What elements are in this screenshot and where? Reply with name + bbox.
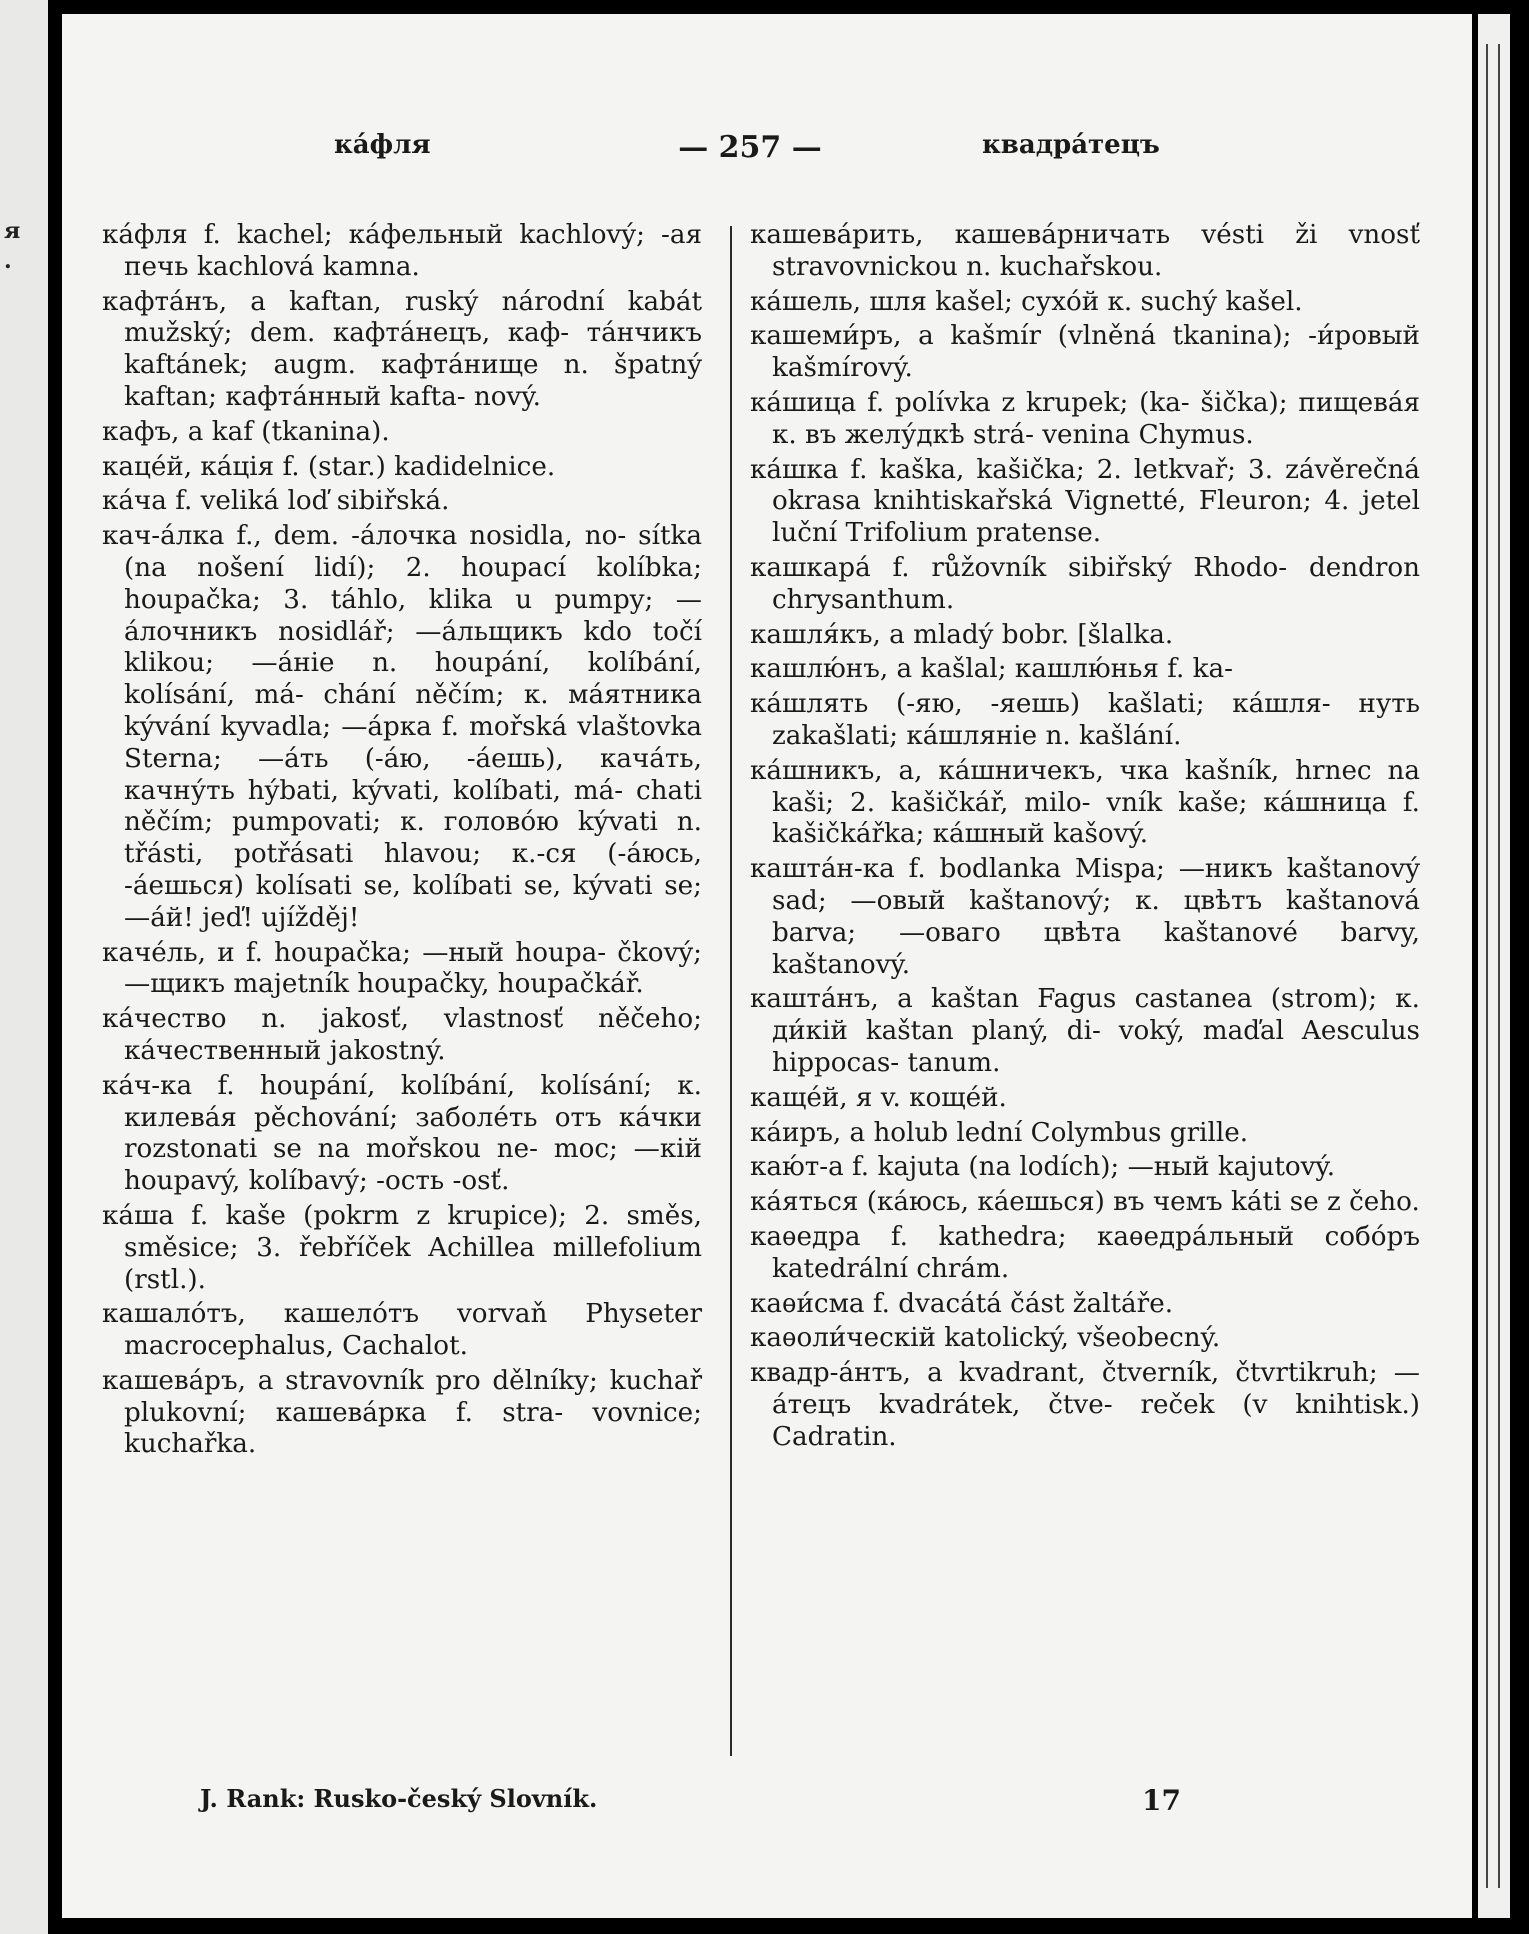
entry-line: качну́ть hýbati, kývati, kolíbati, má- [124,775,624,806]
entry-line: кашева́ръ, a stravovník pro dělníky; [102,1365,598,1396]
entry-line: kajutový. [1217,1152,1336,1183]
entry-line: кашало́тъ, кашело́тъ vorvaň Physeter [102,1299,702,1330]
entry-line: Sterna; —а́ть (-а́ю, -а́ешь), кача́ть, [124,743,702,774]
entry-line: каце́й, ка́ція f. (star.) kadidelnice. [102,451,556,482]
dictionary-entry [750,1289,1420,1321]
entry-line: millefolium (rstl.). [124,1232,702,1295]
column-divider [730,226,732,1756]
entry-line: ка́шка f. kaška, kašička; 2. letkvař; [750,454,1236,485]
adjacent-page-fragment: . [4,248,12,274]
entry-line: кашеми́ръ, a kašmír (vlněná tkanina); [750,321,1292,352]
dictionary-entry [750,756,1420,851]
entry-line: houpačkář. [497,969,644,1000]
running-head [62,130,1472,180]
entry-line: voký, maďal Aesculus hippocas- [772,1016,1420,1078]
entry-line: кач-а́лка f., dem. -а́лочка nosidla, no- [102,521,627,552]
dictionary-entry [750,321,1420,385]
entry-line: кафта́нъ, a kaftan, ruský národní [102,286,605,317]
dictionary-entry [750,654,1420,686]
entry-line: vovnice; kuchařka. [124,1397,703,1460]
entry-line: каѳоли́ческій katolický, všeobecný. [750,1323,1221,1354]
entry-line: цвѣта kaštanové barvy, kaštanový. [772,917,1421,980]
entry-line: Vignetté, Fleuron; 4. jetel luční [772,486,1420,549]
entry-line: кашлю́нъ, a kašlal; кашлю́нья f. ka- [750,654,1233,685]
entry-line: u pumpy; —а́лочникъ nosidlář; [124,584,702,647]
entry-line: kabát mužský; dem. кафта́нецъ, каф- [124,286,702,349]
dictionary-entry [750,1187,1420,1219]
entry-line: čkový; —щикъ majetník houpačky, [124,937,702,1000]
dictionary-entry [102,1299,702,1363]
entry-line: кашля́къ, a mladý bobr. [šlalka. [750,619,1174,650]
entry-line: -и́ровый kašmírový. [772,321,1420,384]
dictionary-entry [750,1118,1420,1150]
dictionary-entry [750,689,1420,753]
dictionary-entry [102,220,702,284]
signature-number: 17 [1142,1784,1181,1817]
entry-line: macrocephalus, Cachalot. [124,1331,468,1362]
dictionary-entry [750,220,1420,284]
entry-line: kolíbka; houpačka; 3. táhlo, klika [124,552,702,615]
dictionary-entry [102,1071,702,1198]
dictionary-entry [750,1323,1420,1355]
dictionary-entry [750,287,1420,319]
entry-line: kaštanový sad; —овый kaštanový; [772,854,1421,916]
dictionary-entry [102,417,702,449]
entry-line: ка́фля f. kachel; ка́фельный kachlový; [102,220,645,250]
header-last-word: квадра́тецъ [982,130,1160,160]
entry-line: кашта́нъ, a kaštan Fagus castanea [750,984,1253,1015]
entry-line: ка́шникъ, a, ка́шничекъ, чка kašník, [750,755,1280,786]
entry-line: ка́шель, шля kašel; сухо́й к. suchý [750,286,1218,317]
dictionary-entry [750,1222,1420,1286]
entry-line: ка́ша f. kaše (pokrm z krupice); 2. [102,1200,610,1231]
entry-line: каще́й, я v. коще́й. [750,1082,1007,1113]
entry-line: reček (v knihtisk.) Cadratin. [772,1389,1421,1452]
entry-line: кашкара́ f. růžovník sibiřský Rhodo- [750,552,1288,583]
entry-line: ujížděj! [261,902,360,933]
dictionary-entry [102,452,702,484]
entry-line: та́нчикъ kaftánek; augm. кафта́нище [124,318,702,381]
entry-line: chati něčím; pumpovati; к. голово́ю [124,775,702,838]
entry-line: -ость -osť. [376,1166,510,1197]
entry-line: kývati n. třásti, potřásati hlavou; [124,807,703,870]
entry-line: Trifolium pratense. [845,518,1102,549]
page-number: — 257 — [678,130,822,165]
entry-line: šička); пищева́я к. въ желу́дкѣ strá- [772,387,1420,450]
entry-line: 3. závěrečná okrasa knihtiskařská [772,454,1420,517]
entry-line: kuchař plukovní; кашева́рка f. stra- [124,1365,703,1428]
page-edge [1478,14,1510,1918]
dictionary-entry [102,1004,702,1068]
entry-line: кафъ, a kaf (tkanina). [102,416,390,447]
entry-line: к. килева́я pěchování; заболе́ть отъ [124,1070,702,1133]
entry-line: dendron chrysanthum. [772,552,1420,615]
adjacent-page-fragment: я [4,218,21,244]
entry-line: ка́яться (ка́юсь, ка́ешься) въ чемъ [750,1187,1223,1218]
entry-line: нуть zakašlati; ка́шляніе n. kašlání. [772,689,1420,751]
signature-line: J. Rank: Rusko-český Slovník. [200,1784,598,1813]
dictionary-entry [750,1152,1420,1184]
entry-line: ка́шный kašový. [932,819,1149,850]
entry-line: moc; —кій houpavý, kolíbavý; [124,1134,703,1197]
dictionary-entry [750,620,1420,652]
entry-line: ка́шлять (-яю, -яешь) kašlati; ка́шля- [750,689,1331,720]
entry-line: káti se z čeho. [1231,1187,1420,1218]
entry-line: ка́иръ, a holub lední Colymbus grille. [750,1117,1249,1148]
entry-line: chání něčím; к. ма́ятника kývání [124,680,703,742]
entry-line: ка́чественный jakostný. [124,1035,446,1066]
entry-line: —а́льщикъ kdo točí klikou; —а́ніе [124,616,702,679]
entry-line: ка́ча f. veliká loď sibiřská. [102,486,450,517]
dictionary-entry [102,486,702,518]
dictionary-entry [102,1201,702,1296]
dictionary-entry [102,287,702,414]
entry-line: kašel. [1225,286,1303,317]
edge-line [1498,44,1500,1888]
entry-line: ка́ч-ка f. houpání, kolíbání, kolísání; [102,1070,652,1101]
entry-line: čtvrtikruh; —а́тецъ kvadrátek, čtve- [772,1358,1420,1420]
dictionary-page [62,14,1472,1918]
header-first-word: ка́фля [334,130,431,160]
entry-line: каѳи́сма f. dvacátá část žaltáře. [750,1288,1174,1319]
entry-line: kolíbati se, kývati se; —а́й! jeď! [124,870,703,933]
entry-line: ка́чество n. jakosť, vlastnosť něčeho; [102,1004,702,1035]
entry-line: n. špatný kaftan; кафта́нный kafta- [124,350,703,412]
adjacent-page-strip [0,0,48,1934]
dictionary-entry [102,1366,702,1461]
dictionary-entry [750,984,1420,1079]
entry-line: ка́шица f. polívka z krupek; (ka- [750,387,1190,418]
dictionary-entry [102,521,702,934]
entry-line: -ая печь kachlová kamna. [124,220,702,282]
dictionary-entry [750,854,1420,981]
dictionary-entry [750,1358,1420,1453]
edge-line [1486,44,1488,1888]
entry-line: каю́т-а f. kajuta (na lodích); —ный [750,1152,1210,1183]
entry-line: собо́ръ katedrální chrám. [772,1221,1420,1284]
entry-line: квадр-а́нтъ, a kvadrant, čtverník, [750,1358,1220,1389]
entry-line: venina Chymus. [1042,419,1254,450]
entry-line: tanum. [907,1047,1001,1078]
right-column [750,220,1420,1456]
dictionary-entry [750,1083,1420,1115]
dictionary-entry [750,455,1420,550]
left-column [102,220,702,1464]
entry-line: sítka (na nošení lidí); 2. houpací [124,521,702,583]
entry-line: (strom); к. ди́кій kaštan planý, di- [772,984,1420,1047]
entry-line: каѳедра f. kathedra; каѳедра́льный [750,1221,1295,1252]
entry-line: n. houpání, kolíbání, kolísání, má- [124,648,702,711]
entry-line: vnosť stravovnickou n. kuchařskou. [772,220,1421,282]
dictionary-entry [102,938,702,1002]
entry-line: nový. [473,381,541,412]
entry-line: ка́чки rozstonati se na mořskou ne- [124,1102,702,1165]
entry-line: vník kaše; ка́шница f. kašičkářka; [772,787,1421,850]
entry-line: hrnec na kaši; 2. kašičkář, milo- [772,755,1421,818]
entry-line: каче́ль, и f. houpačka; —ный houpa- [102,937,607,968]
entry-line: к. цвѣтъ kaštanová barva; —оваго [772,885,1420,948]
entry-line: к.-ся (-а́юсь, -а́ешься) kolísati se, [124,839,702,901]
entry-line: směs, směsice; 3. řebříček Achillea [124,1200,703,1263]
entry-line: kyvadla; —а́рка f. mořská vlaštovka [220,711,702,742]
entry-line: кашта́н-ка f. bodlanka Mispa; —никъ [750,854,1273,885]
dictionary-entry [750,388,1420,452]
entry-line: кашева́рить, кашева́рничать vésti ži [750,220,1318,250]
dictionary-entry [750,553,1420,617]
